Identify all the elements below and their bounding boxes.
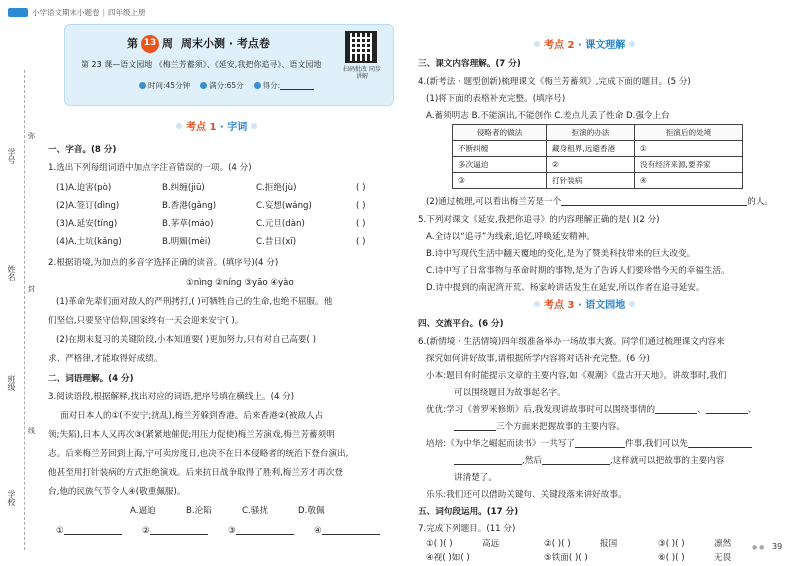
q1-r4-c: C.昔日(xī) <box>256 237 297 247</box>
q6-blank-4[interactable] <box>575 447 625 448</box>
q6-line-8-text: ,然后 <box>522 456 542 466</box>
lesson-range: 第 23 课—语文园地 《梅兰芳蓄须》、《延安,我把你追寻》、语文园地 <box>81 60 322 69</box>
label-name: 姓名 <box>7 265 16 281</box>
table-head-2: 拒演的办法 <box>547 125 635 141</box>
q3-opt-a: A.逼迫 <box>130 506 156 516</box>
score-info <box>200 81 244 90</box>
point-3-tag: 考点 3 <box>544 300 575 311</box>
q1-r1-answer[interactable]: ( ) <box>356 183 366 193</box>
q6-line-7-text: 培培:《为中华之崛起而读书》一共写了 <box>426 439 575 449</box>
q3-blank-4[interactable] <box>322 534 380 535</box>
q6-line-2: 探究如何讲好故事,请根据所学内容将对话补充完整。(6 分) <box>426 354 650 364</box>
q6-blank-1[interactable] <box>655 413 697 414</box>
section-2-title: 二、词语理解。(4 分) <box>48 374 134 384</box>
q7-item-6-blank[interactable]: ⑥( )( ) <box>658 553 685 563</box>
q5-option-a: A.全诗以“追寻”为线索,追忆,呼唤延安精神。 <box>426 232 595 242</box>
q7-item-4[interactable]: ④视( )如( ) <box>426 553 470 563</box>
label-school: 学校 <box>7 490 16 506</box>
header-separator: | <box>102 7 106 17</box>
brand-logo-icon <box>8 8 28 17</box>
point-2-tag: 考点 2 <box>544 40 575 51</box>
table-row <box>453 173 743 189</box>
section-5-title: 五、词句段运用。(17 分) <box>418 507 519 517</box>
q2-line-3: (2)在期末复习的关键阶段,小本知道要( )更加努力,只有对自己高要( ) <box>56 335 316 345</box>
question-3: 3.阅读语段,根据解释,找出对应的词语,把序号填在横线上。(4 分) <box>48 392 295 402</box>
q6-line-6 <box>454 422 625 433</box>
binding-margin <box>0 70 34 550</box>
time-text: 时间:45分钟 <box>148 81 191 90</box>
q1-r3-answer[interactable]: ( ) <box>356 219 366 229</box>
point-2-name: 课文理解 <box>585 40 626 51</box>
table-cell-blank[interactable]: ② <box>547 157 635 173</box>
q3-line-5: 台,他的民族气节令人④(敬重佩服)。 <box>48 487 186 497</box>
got-info <box>254 81 315 90</box>
q6-line-5-text: 优优:学习《普罗米修斯》后,我发现讲故事时可以围绕事情的 <box>426 405 656 415</box>
q3-blank-2[interactable] <box>150 534 208 535</box>
quiz-meta <box>139 81 314 90</box>
q3-blank-1-label: ① <box>56 526 64 536</box>
table-cell: 藏身租界,远避香港 <box>547 141 635 157</box>
table-cell: 打针装病 <box>547 173 635 189</box>
week-suffix: 周 <box>162 37 173 51</box>
q4-part-2-blank[interactable] <box>561 205 747 206</box>
section-1-title: 一、字音。(8 分) <box>48 145 117 155</box>
table-cell-blank[interactable]: ④ <box>635 173 743 189</box>
q2-options: ①nìng ②níng ③yāo ④yào <box>186 278 294 288</box>
cut-mark-3: 线 <box>28 427 35 435</box>
q1-r2-c: C.妄想(wáng) <box>256 201 312 211</box>
q6-line-9: 讲清楚了。 <box>454 473 497 483</box>
q1-r1-c: C.拒绝(jù) <box>256 183 297 193</box>
q7-item-2-blank[interactable]: ②( )( ) <box>544 539 571 549</box>
q1-r3-b: B.茅草(máo) <box>162 219 214 229</box>
table-row <box>453 157 743 173</box>
q6-line-6-text: 三个方面来把握故事的主要内容。 <box>496 422 625 432</box>
pen-icon <box>254 82 261 89</box>
cut-mark-2: 封 <box>28 285 35 293</box>
label-class: 班级 <box>7 375 16 391</box>
q4-options: A.蓄须明志 B.不能演出,不能创作 C.差点儿丢了性命 D.强令上台 <box>426 111 670 121</box>
question-2: 2.根据语境,为加点的多音字选择正确的读音。(填序号)(4 分) <box>48 258 279 268</box>
section-3-title: 三、课文内容理解。(7 分) <box>418 59 521 69</box>
q6-blank-6[interactable] <box>454 464 522 465</box>
q2-line-1: (1)革命先辈们面对敌人的严刑拷打,( )可牺牲自己的生命,也绝不屈服。他 <box>56 297 333 307</box>
q1-r3-a: (3)A.延安(tíng) <box>56 219 118 229</box>
q3-line-4: 他甚至用打针装病的方式拒绝演戏。后来抗日战争取得了胜利,梅兰芳才再次登 <box>48 468 343 478</box>
q1-r4-answer[interactable]: ( ) <box>356 237 366 247</box>
q3-opt-b: B.沦陷 <box>186 506 212 516</box>
q1-r2-answer[interactable]: ( ) <box>356 201 366 211</box>
q6-line-5: 优优:学习《普罗米修斯》后,我发现讲故事时可以围绕事情的 、 、 <box>426 405 757 415</box>
q1-r4-b: B.明媚(mèi) <box>162 237 211 247</box>
page-number: 39 <box>772 542 783 551</box>
q4-table <box>452 124 743 189</box>
q7-item-5[interactable]: ⑤铁面( )( ) <box>544 553 588 563</box>
table-cell: 多次逼迫 <box>453 157 547 173</box>
q6-blank-2[interactable] <box>706 413 748 414</box>
qr-code-icon[interactable] <box>345 31 377 63</box>
q3-blank-4-label: ④ <box>314 526 322 536</box>
question-4: 4.(新考法 · 题型创新)梳理课文《梅兰芳蓄须》,完成下面的题目。(5 分) <box>418 77 691 87</box>
table-head-1: 侵略者的做法 <box>453 125 547 141</box>
score-icon <box>200 82 207 89</box>
q1-r3-c: C.元旦(dàn) <box>256 219 305 229</box>
q2-line-2: 们坚信,只要坚守信仰,国家终有一天会迎来安宁( )。 <box>48 316 244 326</box>
score-text: 满分:65分 <box>209 81 244 90</box>
header-strip <box>8 6 146 19</box>
question-1: 1.选出下列每组词语中加点字注音错误的一项。(4 分) <box>48 163 252 173</box>
q6-blank-3[interactable] <box>454 430 496 431</box>
clock-icon <box>139 82 146 89</box>
time-info <box>139 81 190 90</box>
q4-part-2-text: (2)通过梳理,可以看出梅兰芳是一个 <box>426 197 562 207</box>
table-row <box>453 141 743 157</box>
q1-r2-a: (2)A.签订(dìng) <box>56 201 120 211</box>
q6-line-8 <box>454 456 724 467</box>
q7-item-3-text: 凛然 <box>714 539 732 549</box>
q7-item-2-text: 报国 <box>600 539 618 549</box>
q1-r4-a: (4)A.土坑(kǎng) <box>56 237 122 247</box>
point-1-tag: 考点 1 <box>186 122 217 133</box>
point-3-name: 语文园地 <box>585 300 626 311</box>
q3-blank-1[interactable] <box>64 534 122 535</box>
grade-label: 四年级上册 <box>108 7 146 17</box>
q1-r1-a: (1)A.迫害(pò) <box>56 183 112 193</box>
q6-line-1: 6.(新情境 · 生活情境)四年级准备举办一场故事大赛。同学们通过梳理课文内容来 <box>418 337 725 347</box>
point-2-heading: 考点 2 · 课文理解 <box>530 40 639 53</box>
table-cell-blank[interactable]: ③ <box>453 173 547 189</box>
q1-r1-b: B.纠缠(jiū) <box>162 183 205 193</box>
q2-line-4: 求、严格律,才能取得好成绩。 <box>48 354 163 364</box>
q6-line-3: 小本:题目有时能提示文章的主要内容,如《观潮》《盘古开天地》。讲故事时,我们 <box>426 371 727 381</box>
q3-opt-c: C.骚扰 <box>242 506 268 516</box>
got-text: 得分: <box>262 81 281 90</box>
q5-option-d: D.诗中提到的南泥湾开荒、杨家岭讲话发生在延安,所以作者在追寻延安。 <box>426 283 705 293</box>
question-5: 5.下列对课文《延安,我把你追寻》的内容理解正确的是( )(2 分) <box>418 215 660 225</box>
q1-r2-b: B.香港(gǎng) <box>162 201 217 211</box>
q5-option-c: C.诗中写了日常事物与革命时期的事物,是为了告诉人们要珍惜今天的幸福生活。 <box>426 266 730 276</box>
week-prefix: 第 <box>127 37 138 51</box>
q3-line-1: 面对日本人的①(不安宁;扰乱),梅兰芳躲到香港。后来香港②(被敌人占 <box>60 411 324 421</box>
q5-option-b: B.诗中写现代生活中翻天覆地的变化,是为了赞美科技带来的巨大改变。 <box>426 249 696 259</box>
cut-mark-1: 弥 <box>28 132 35 140</box>
binding-dashed-line <box>24 70 25 550</box>
point-1-heading: 考点 1 · 字词 <box>172 122 261 135</box>
q4-part-2-end: 的人。 <box>747 197 774 207</box>
brand-title: 小学语文期末小题卷 <box>32 7 100 17</box>
q3-blank-3-label: ③ <box>228 526 236 536</box>
q6-blank-5[interactable] <box>688 447 752 448</box>
quiz-title <box>127 35 270 53</box>
q3-blank-3[interactable] <box>236 534 294 535</box>
q3-line-3: 志。后来梅兰芳回到上海,宁可卖房度日,也决不在日本侵略者的统治下登台演出, <box>48 449 349 459</box>
got-blank[interactable] <box>280 89 314 90</box>
table-head-3: 拒演后的处境 <box>635 125 743 141</box>
q3-line-2: 领;失陷),日本人又再次③(紧紧地催促;用压力促使)梅兰芳演戏,梅兰芳蓄须明 <box>48 430 335 440</box>
q3-blank-2-label: ② <box>142 526 150 536</box>
q6-blank-7[interactable] <box>542 464 610 465</box>
label-student-no: 学号 <box>7 148 16 164</box>
q6-line-7 <box>426 439 752 450</box>
title-banner <box>64 24 394 106</box>
q6-line-10: 乐乐:我们还可以借助关键句、关键段落来讲好故事。 <box>426 490 627 500</box>
table-cell: 不断纠缠 <box>453 141 547 157</box>
q3-opt-d: D.敬佩 <box>298 506 325 516</box>
q7-item-1-text: 高远 <box>482 539 500 549</box>
q6-line-8-text-b: ,这样就可以把故事的主要内容 <box>609 456 725 466</box>
week-number-badge: 13 <box>141 35 159 53</box>
q4-part-1: (1)将下面的表格补充完整。(填序号) <box>426 94 566 104</box>
question-7: 7.完成下列题目。(11 分) <box>418 524 516 534</box>
page-dots-icon: ● ● <box>752 544 765 551</box>
table-cell: 没有经济来源,要养家 <box>635 157 743 173</box>
point-1-name: 字词 <box>227 122 248 133</box>
point-3-heading: 考点 3 · 语文园地 <box>530 300 639 313</box>
table-cell-blank[interactable]: ① <box>635 141 743 157</box>
q6-line-7-text-b: 件事,我们可以先 <box>625 439 688 449</box>
q7-item-3-blank[interactable]: ③( )( ) <box>658 539 685 549</box>
q7-item-6-text: 无畏 <box>714 553 732 563</box>
qr-caption: 扫码批改 同步讲解 <box>343 66 381 80</box>
table-header-row <box>453 125 743 141</box>
q7-item-1-blank[interactable]: ①( )( ) <box>426 539 453 549</box>
q6-line-4: 可以围绕题目为故事起名字。 <box>454 388 566 398</box>
section-4-title: 四、交流平台。(6 分) <box>418 319 504 329</box>
q4-part-2 <box>426 197 773 208</box>
quiz-title-text: 周末小测 · 考点卷 <box>181 37 270 51</box>
